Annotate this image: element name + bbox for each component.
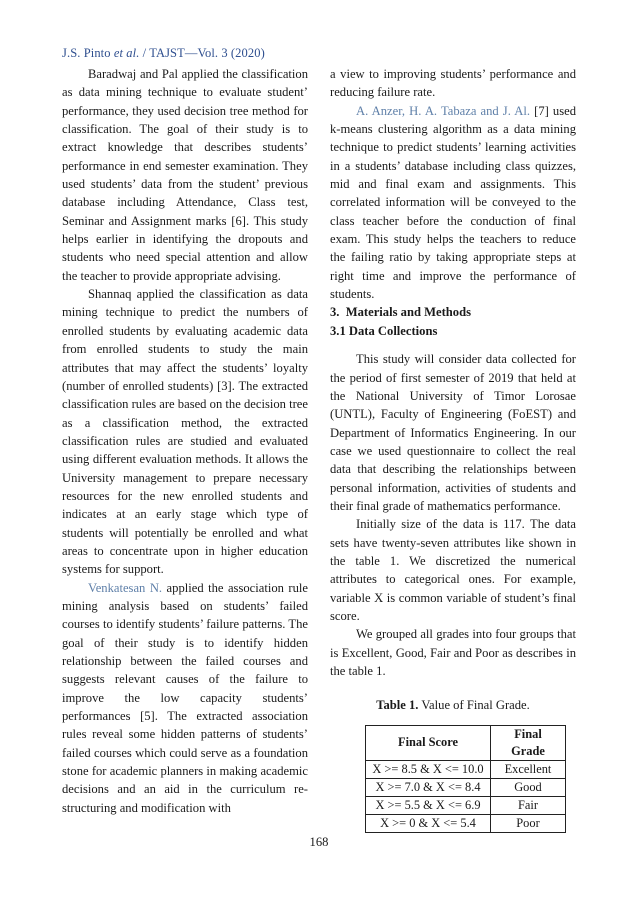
cell-grade: Fair [491,796,566,814]
paragraph-venkatesan [62,579,308,817]
right-column [330,65,576,833]
paragraph-continued: a view to improving students’ performance and reducing failure rate. [330,67,576,100]
running-header [62,46,265,61]
paragraph-shannaq: Shannaq applied the classification as data mining technique to predict the numbers of enrolled students by evaluating academic data from enrolled students to study the main attributes that may affect the students’ loyalty (number of enrolled students) [3]. The extracted classification rules are based on the decision tree as a classification method, the extracted classification rules are studied and evaluated using different evaluation methods. It allows the University management to prepare necessary resources for the new enrolled students and indicates at an early stage which type of students will potentially be enrolled and what areas to concentrate upon in higher education systems for support. [62,287,308,577]
header-journal: / TAJST—Vol. 3 (2020) [139,46,265,60]
table-header-row [366,725,566,760]
cell-score: X >= 7.0 & X <= 8.4 [366,778,491,796]
header-author: J.S. Pinto [62,46,114,60]
header-final-grade: Final Grade [491,725,566,760]
paragraph-anzer [330,102,576,304]
paragraph-venkatesan-text: applied the association rule mining analysis based on students’ failed courses to identify students’ failure patterns. The goal of their study is to identify hidden relationship between the failed courses and suggests relevant causes of the failure to improve the low capacity students’ performances [5]. The extracted association rules reveal some hidden patterns of students’ failed courses which could serve as a foundation stone for academic planners in making academic decisions and an aid in the curriculum re-structuring and modification with [62,580,308,815]
paragraph-data-collection: This study will consider data collected for the period of first semester of 2019 that held at the National University of Timor Lorosae (UNTL), Faculty of Engineering (FoEST) and Department of Informatics Engineering. In our case we used questionnaire to collect the real data that describing the relationships between personal information, activities of students and their final grade of mathematics performance. [330,352,576,513]
table-row [366,814,566,832]
table-row [366,796,566,814]
author-venkatesan: Venkatesan N. [88,580,163,595]
header-etal: et al. [113,46,140,60]
header-final-score: Final Score [366,725,491,760]
cell-grade: Good [491,778,566,796]
paragraph-anzer-text: [7] used k-means clustering algorithm as a data mining technique to predict students’ learning activities in a students’ database including class quizzes, mid and final exam and assignments. This correlated information will be conveyed to the class teacher before the conduction of final exam. This study helps the teachers to reduce the failing ratio by taking appropriate steps at right time and improve the performance of students. [330,103,576,302]
cell-score: X >= 5.5 & X <= 6.9 [366,796,491,814]
subsection-heading-data: 3.1 Data Collections [330,323,438,338]
table-row [366,778,566,796]
cell-grade: Poor [491,814,566,832]
table-caption [330,696,576,714]
page-number: 168 [309,835,329,849]
paragraph-data-size: Initially size of the data is 117. The data sets have twenty-seven attributes like shown in the table 1. We discretized the numerical attributes to categorical ones. For example, variable X is common variable of student’s final score. [330,517,576,623]
cell-score: X >= 8.5 & X <= 10.0 [366,760,491,778]
final-grade-table [365,725,566,833]
table-caption-text: Value of Final Grade. [418,698,530,713]
paragraph-grade-groups: We grouped all grades into four groups that is Excellent, Good, Fair and Poor as describes in the table 1. [330,627,576,678]
cell-score: X >= 0 & X <= 5.4 [366,814,491,832]
section-heading-methods: 3. Materials and Methods [330,305,471,320]
cell-grade: Excellent [491,760,566,778]
author-anzer: A. Anzer, H. A. Tabaza and J. Al. [356,103,531,118]
table-caption-label: Table 1. [376,698,419,713]
left-column [62,65,308,817]
table-row [366,760,566,778]
paragraph-baradwaj: Baradwaj and Pal applied the classification as data mining technique to evaluate student’ performance, they used decision tree method for classification. The goal of their study is to extract knowledge that describes students’ performance in end semester examination. They used students’ data from the student’ previous database including Attendance, Class test, Seminar and Assignment marks [6]. This study helps earlier in identifying the dropouts and students who need special attention and allow the teacher to provide appropriate advising. [62,67,308,283]
